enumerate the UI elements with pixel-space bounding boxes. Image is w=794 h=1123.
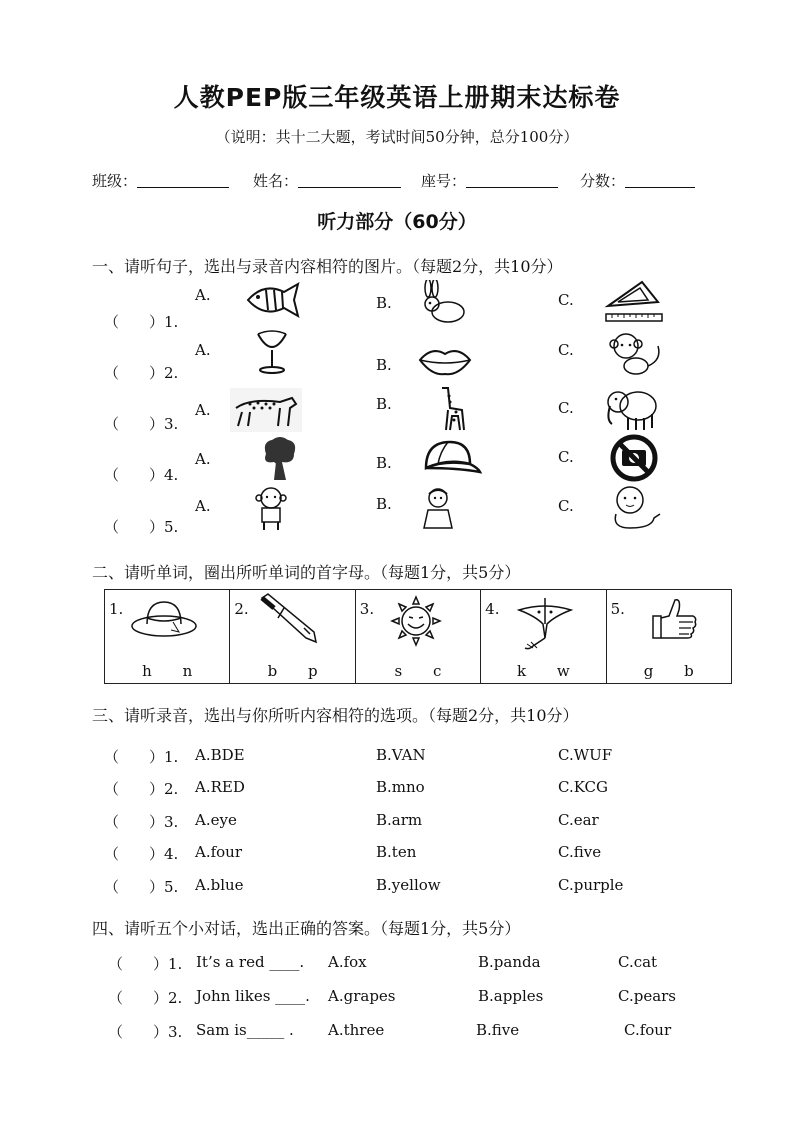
cell-number: 2. <box>234 600 249 618</box>
no-camera-icon <box>608 434 660 482</box>
option-label: B. <box>376 356 392 374</box>
grid-cell <box>230 590 355 684</box>
option-c: C.four <box>624 1021 672 1039</box>
cell-number: 1. <box>109 600 124 618</box>
option-a: A.grapes <box>328 987 396 1005</box>
option-b: B.panda <box>478 953 541 971</box>
grid-cell <box>606 590 731 684</box>
option-b: B.VAN <box>376 746 426 764</box>
leopard-icon <box>230 388 302 432</box>
kite-icon <box>515 594 575 656</box>
answer-bracket[interactable]: （ ）4. <box>104 845 179 863</box>
answer-bracket[interactable]: （ ）5. <box>104 878 179 896</box>
section4-heading: 四、请听五个小对话，选出正确的答案。（每题1分，共5分） <box>92 919 521 938</box>
listening-part-title: 听力部分（60分） <box>317 211 477 233</box>
option-b: B.arm <box>376 811 423 829</box>
option-c: C.purple <box>558 876 624 894</box>
section3-heading: 三、请听录音，选出与你所听内容相符的选项。（每题2分，共10分） <box>92 706 579 725</box>
letter-choices[interactable]: h n <box>142 662 193 680</box>
cap-icon <box>418 438 482 482</box>
name-blank[interactable] <box>298 173 401 188</box>
answer-bracket[interactable]: （ ）5. <box>104 518 179 536</box>
answer-bracket[interactable]: （ ）1. <box>104 313 179 331</box>
option-b: B.ten <box>376 843 417 861</box>
answer-bracket[interactable]: （ ）2. <box>104 364 179 382</box>
tree-icon <box>258 436 300 482</box>
option-label: C. <box>558 341 574 359</box>
letter-choices[interactable]: k w <box>517 662 570 680</box>
grid-cell <box>481 590 606 684</box>
section1-heading: 一、请听句子，选出与录音内容相符的图片。（每题2分，共10分） <box>92 257 563 276</box>
option-a: A.three <box>328 1021 385 1039</box>
option-label: A. <box>195 286 211 304</box>
ruler-icon <box>602 276 664 324</box>
cell-number: 5. <box>610 600 625 618</box>
letter-grid <box>104 589 732 684</box>
page-title: 人教PEP版三年级英语上册期末达标卷 <box>173 83 621 112</box>
option-a: A.blue <box>195 876 244 894</box>
option-a: A.four <box>195 843 243 861</box>
option-a: A.RED <box>195 778 245 796</box>
option-label: C. <box>558 399 574 417</box>
grandma-icon <box>420 486 456 532</box>
pen-icon <box>256 592 326 648</box>
answer-bracket[interactable]: （ ）4. <box>104 466 179 484</box>
option-b: B.yellow <box>376 876 441 894</box>
thumbs-up-icon <box>651 596 699 646</box>
letter-choices[interactable]: s c <box>394 662 442 680</box>
option-c: C.five <box>558 843 602 861</box>
option-b: B.apples <box>478 987 544 1005</box>
answer-bracket[interactable]: （ ）1. <box>104 748 179 766</box>
option-label: C. <box>558 497 574 515</box>
name-field <box>253 170 401 191</box>
goblet-icon <box>250 330 294 376</box>
option-a: A.BDE <box>195 746 245 764</box>
sun-icon <box>388 594 444 652</box>
seat-blank[interactable] <box>466 173 558 188</box>
option-c: C.WUF <box>558 746 613 764</box>
exam-instructions: （说明：共十二大题，考试时间50分钟，总分100分） <box>215 128 579 146</box>
option-label: A. <box>195 450 211 468</box>
seat-field <box>421 170 558 191</box>
class-field <box>92 170 229 191</box>
class-label: 班级： <box>92 172 138 190</box>
elephant-icon <box>602 384 660 432</box>
option-label: B. <box>376 294 392 312</box>
hat-icon <box>129 596 199 644</box>
question-stem: John likes ____. <box>196 987 310 1005</box>
question-stem: It’s a red ____. <box>196 953 305 971</box>
option-c: C.pears <box>618 987 677 1005</box>
monkey-icon <box>606 330 664 376</box>
grid-cell <box>105 590 230 684</box>
option-label: B. <box>376 395 392 413</box>
answer-bracket[interactable]: （ ）3. <box>104 415 179 433</box>
option-c: C.ear <box>558 811 599 829</box>
class-blank[interactable] <box>137 173 229 188</box>
fish-icon <box>244 278 302 322</box>
rabbit-icon <box>418 280 470 326</box>
score-blank[interactable] <box>625 173 695 188</box>
baby-icon <box>606 484 662 532</box>
cell-number: 3. <box>359 600 375 618</box>
lips-icon <box>418 346 472 378</box>
giraffe-icon <box>432 384 472 432</box>
option-label: A. <box>195 497 211 515</box>
option-label: A. <box>195 401 211 419</box>
option-label: C. <box>558 448 574 466</box>
grid-cell <box>355 590 480 684</box>
score-field <box>580 170 695 191</box>
option-label: C. <box>558 291 574 309</box>
letter-choices[interactable]: g b <box>643 662 694 680</box>
section2-heading: 二、请听单词，圈出所听单词的首字母。（每题1分，共5分） <box>92 563 521 582</box>
name-label: 姓名： <box>253 172 299 190</box>
option-b: B.mno <box>376 778 425 796</box>
option-label: B. <box>376 495 392 513</box>
question-stem: Sam is_____ . <box>196 1021 294 1039</box>
option-c: C.KCG <box>558 778 608 796</box>
answer-bracket[interactable]: （ ）2. <box>104 780 179 798</box>
answer-bracket[interactable]: （ ）1. <box>108 955 183 973</box>
answer-bracket[interactable]: （ ）3. <box>108 1023 183 1041</box>
cell-number: 4. <box>485 600 500 618</box>
option-label: A. <box>195 341 211 359</box>
boy-icon <box>250 486 292 532</box>
option-c: C.cat <box>618 953 658 971</box>
letter-choices[interactable]: b p <box>267 662 318 680</box>
option-b: B.five <box>476 1021 520 1039</box>
option-a: A.fox <box>328 953 367 971</box>
answer-bracket[interactable]: （ ）3. <box>104 813 179 831</box>
option-label: B. <box>376 454 392 472</box>
score-label: 分数： <box>580 172 626 190</box>
seat-label: 座号： <box>421 172 467 190</box>
answer-bracket[interactable]: （ ）2. <box>108 989 183 1007</box>
option-a: A.eye <box>195 811 237 829</box>
